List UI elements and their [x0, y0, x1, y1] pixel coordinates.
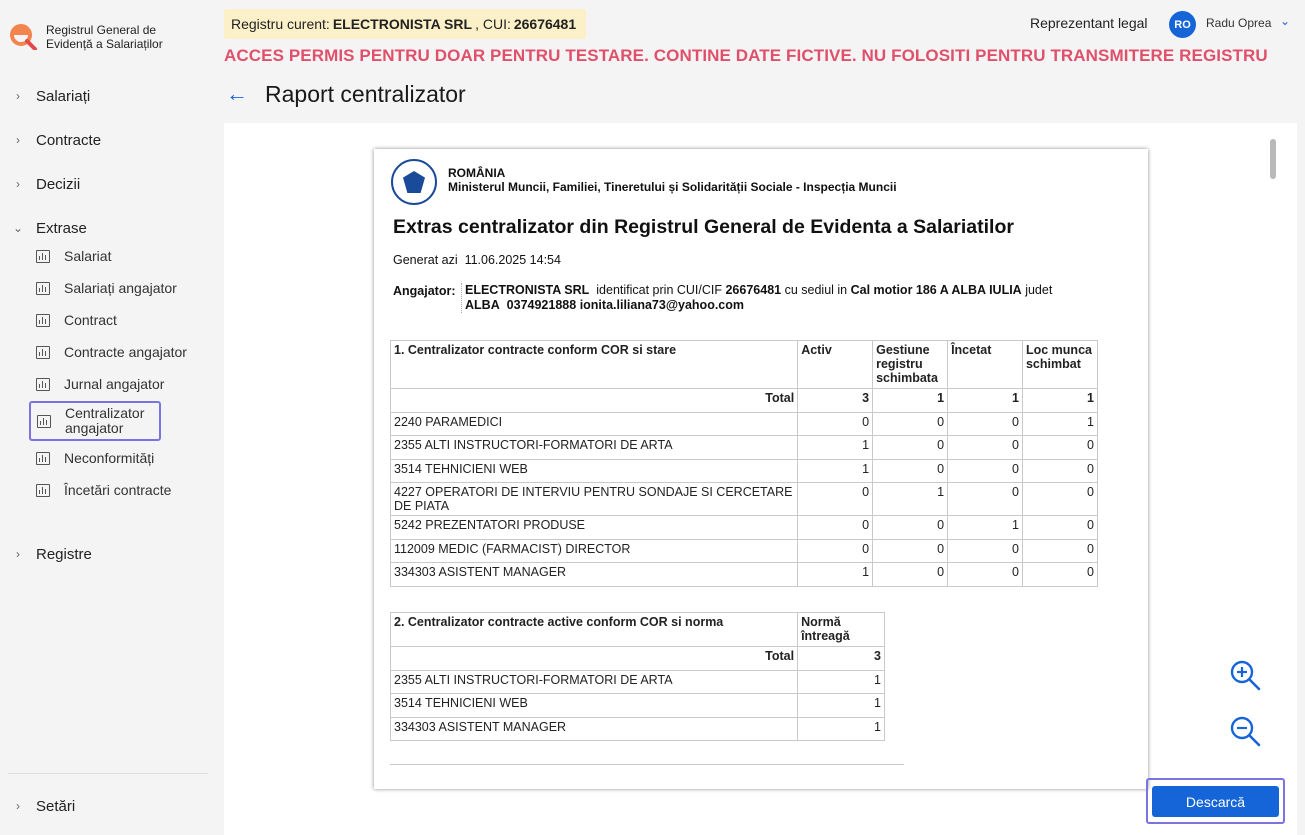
- cell: 0: [873, 436, 948, 460]
- cell: 0: [1022, 436, 1097, 460]
- nav-setari[interactable]: [0, 794, 222, 818]
- cell: 0: [948, 459, 1023, 483]
- total-label: Total: [391, 647, 798, 671]
- sidebar: [0, 0, 222, 835]
- cell: 0: [798, 483, 873, 516]
- user-name[interactable]: Radu Oprea: [1206, 16, 1272, 30]
- cell: 0: [873, 459, 948, 483]
- table-row: [391, 412, 1098, 436]
- logo-icon: [10, 20, 38, 50]
- chevron-right-icon: ›: [16, 547, 20, 561]
- table-row: [391, 539, 1098, 563]
- nav-label: Extrase: [36, 219, 87, 237]
- sidebar-item-label: Salariați angajator: [64, 280, 177, 296]
- cell: 1: [873, 483, 948, 516]
- column-header: Normă întreagă: [798, 613, 885, 647]
- next-table-edge: [390, 764, 904, 765]
- cell: 1: [798, 694, 885, 718]
- total-cell: 3: [798, 389, 873, 413]
- total-cell: 3: [798, 647, 885, 671]
- cell: 0: [948, 539, 1023, 563]
- app-logo[interactable]: [10, 20, 163, 51]
- table-row: [391, 483, 1098, 516]
- chevron-right-icon: ›: [16, 89, 20, 103]
- employer-cui: 26676481: [725, 283, 782, 297]
- download-focus-ring: [1146, 778, 1285, 824]
- report-country: ROMÂNIA: [448, 166, 506, 180]
- chevron-down-icon: ⌄: [12, 221, 24, 235]
- sidebar-item-neconformitati[interactable]: [36, 447, 154, 469]
- nav-label: Registre: [36, 545, 92, 563]
- table-cor-norma: [390, 612, 885, 741]
- report-icon: [36, 378, 50, 391]
- report-icon: [37, 415, 51, 428]
- cell: 0: [1022, 516, 1097, 540]
- employer-name: ELECTRONISTA SRL: [465, 283, 590, 297]
- cell: 1: [948, 516, 1023, 540]
- table-row: [391, 436, 1098, 460]
- row-name: 2355 ALTI INSTRUCTORI-FORMATORI DE ARTA: [391, 436, 798, 460]
- table-title: 1. Centralizator contracte conform COR si stare: [391, 341, 798, 389]
- sidebar-item-label: Neconformități: [64, 450, 155, 466]
- download-button[interactable]: Descarcă: [1152, 786, 1279, 817]
- report-icon: [36, 282, 50, 295]
- user-role: Reprezentant legal: [1030, 15, 1148, 31]
- table-row: [391, 563, 1098, 587]
- registry-cui-label: , CUI:: [475, 16, 511, 32]
- report-icon: [36, 484, 50, 497]
- nav-label: Decizii: [36, 175, 81, 193]
- report-ministry: Ministerul Muncii, Familiei, Tineretului și Solidarității Sociale - Inspecția Muncii: [448, 180, 897, 194]
- report-generated: [393, 253, 561, 267]
- table-cor-stare: [390, 340, 1098, 587]
- registry-cui: 26676481: [513, 16, 577, 32]
- report-document: [374, 149, 1148, 789]
- report-icon: [36, 452, 50, 465]
- employer-address: Cal motior 186 A ALBA IULIA: [850, 283, 1022, 297]
- sidebar-item-centralizator-angajator[interactable]: [29, 401, 161, 441]
- cell: 1: [798, 563, 873, 587]
- generated-at: 11.06.2025 14:54: [464, 253, 561, 267]
- cell: 1: [1022, 412, 1097, 436]
- government-seal-icon: [391, 159, 437, 205]
- row-name: 3514 TEHNICIENI WEB: [391, 694, 798, 718]
- cell: 0: [948, 436, 1023, 460]
- row-name: 334303 ASISTENT MANAGER: [391, 563, 798, 587]
- report-icon: [36, 314, 50, 327]
- cell: 0: [1022, 483, 1097, 516]
- table-row: [391, 516, 1098, 540]
- report-icon: [36, 346, 50, 359]
- cell: 0: [798, 539, 873, 563]
- sidebar-item-label: Contracte angajator: [64, 344, 187, 360]
- scrollbar[interactable]: [1270, 139, 1276, 179]
- cell: 1: [798, 670, 885, 694]
- cell: 0: [873, 539, 948, 563]
- current-registry-badge: [224, 9, 586, 39]
- employer-email: ionita.liliana73@yahoo.com: [579, 298, 745, 312]
- table-row: [391, 694, 885, 718]
- sidebar-item-label-line2: angajator: [65, 420, 124, 436]
- cell: 1: [798, 717, 885, 741]
- table-row: [391, 717, 885, 741]
- nav-label: Salariați: [36, 87, 91, 105]
- nav-decizii[interactable]: [0, 172, 222, 196]
- sidebar-item-label-line1: Centralizator: [65, 405, 145, 421]
- sidebar-item-salariat[interactable]: [36, 245, 111, 267]
- app-title-line1: Registrul General de: [46, 23, 157, 37]
- sidebar-divider: [8, 773, 208, 774]
- chevron-down-icon[interactable]: ⌄: [1280, 14, 1291, 28]
- row-name: 3514 TEHNICIENI WEB: [391, 459, 798, 483]
- generated-label: Generat azi: [393, 253, 458, 267]
- cell: 0: [873, 516, 948, 540]
- cell: 0: [798, 516, 873, 540]
- sidebar-item-contract[interactable]: [36, 309, 117, 331]
- sidebar-item-incetari-contracte[interactable]: [36, 479, 171, 501]
- chevron-right-icon: ›: [16, 177, 20, 191]
- cell: 1: [798, 436, 873, 460]
- cell: 0: [1022, 539, 1097, 563]
- employer-seat-label: cu sediul in: [784, 283, 848, 297]
- avatar[interactable]: RO: [1169, 11, 1196, 38]
- total-cell: 1: [948, 389, 1023, 413]
- cell: 0: [1022, 459, 1097, 483]
- cell: 0: [873, 563, 948, 587]
- zoom-out-icon[interactable]: [1228, 714, 1262, 748]
- sidebar-item-label: [65, 406, 144, 436]
- sidebar-item-jurnal-angajator[interactable]: [36, 373, 164, 395]
- employer-judet: ALBA: [465, 298, 500, 312]
- column-header: Încetat: [948, 341, 1023, 389]
- row-name: 4227 OPERATORI DE INTERVIU PENTRU SONDAJE SI CERCETARE DE PIATA: [391, 483, 798, 516]
- sidebar-item-contracte-angajator[interactable]: [36, 341, 187, 363]
- column-header: Activ: [798, 341, 873, 389]
- test-warning-banner: ACCES PERMIS PENTRU DOAR PENTRU TESTARE. CONTINE DATE FICTIVE. NU FOLOSITI PENTRU TRANSMITERE REGISTRU: [224, 46, 1268, 65]
- employer-label: Angajator:: [393, 284, 456, 298]
- cell: 0: [798, 412, 873, 436]
- row-name: 5242 PREZENTATORI PRODUSE: [391, 516, 798, 540]
- table-row: [391, 459, 1098, 483]
- row-name: 112009 MEDIC (FARMACIST) DIRECTOR: [391, 539, 798, 563]
- back-arrow-icon[interactable]: ←: [226, 81, 248, 106]
- app-title-line2: Evidență a Salariaților: [46, 37, 163, 51]
- total-label: Total: [391, 389, 798, 413]
- cell: 0: [948, 483, 1023, 516]
- nav-label: Contracte: [36, 131, 102, 149]
- registry-company: ELECTRONISTA SRL: [332, 16, 473, 32]
- employer-details: [461, 283, 1091, 313]
- app-title: [46, 23, 163, 51]
- cell: 0: [948, 412, 1023, 436]
- report-title: Extras centralizator din Registrul General de Evidenta a Salariatilor: [393, 216, 1014, 238]
- cell: 0: [948, 563, 1023, 587]
- nav-registre[interactable]: [0, 542, 222, 566]
- total-cell: 1: [1022, 389, 1097, 413]
- table-title: 2. Centralizator contracte active conform COR si norma: [391, 613, 798, 647]
- nav-label: Setări: [36, 797, 76, 815]
- nav-extrase[interactable]: [0, 216, 222, 240]
- chevron-right-icon: ›: [16, 799, 20, 813]
- cell: 1: [798, 459, 873, 483]
- sidebar-item-label: Contract: [64, 312, 117, 328]
- total-cell: 1: [873, 389, 948, 413]
- column-header: Gestiune registru schimbata: [873, 341, 948, 389]
- cell: 0: [873, 412, 948, 436]
- employer-mid: identificat prin CUI/CIF: [596, 283, 722, 297]
- sidebar-item-label: Încetări contracte: [64, 482, 172, 498]
- sidebar-item-label: Salariat: [64, 248, 112, 264]
- row-name: 2240 PARAMEDICI: [391, 412, 798, 436]
- employer-phone: 0374921888: [506, 298, 577, 312]
- report-icon: [36, 250, 50, 263]
- nav-salariati[interactable]: [0, 84, 222, 108]
- sidebar-item-label: Jurnal angajator: [64, 376, 165, 392]
- row-name: 334303 ASISTENT MANAGER: [391, 717, 798, 741]
- employer-judet-label: judet: [1025, 283, 1053, 297]
- table-row: [391, 670, 885, 694]
- registry-prefix: Registru curent:: [231, 16, 330, 32]
- cell: 0: [1022, 563, 1097, 587]
- column-header: Loc munca schimbat: [1022, 341, 1097, 389]
- row-name: 2355 ALTI INSTRUCTORI-FORMATORI DE ARTA: [391, 670, 798, 694]
- page-title: Raport centralizator: [265, 81, 466, 107]
- sidebar-item-salariati-angajator[interactable]: [36, 277, 177, 299]
- nav-contracte[interactable]: [0, 128, 222, 152]
- chevron-right-icon: ›: [16, 133, 20, 147]
- zoom-in-icon[interactable]: [1228, 658, 1262, 692]
